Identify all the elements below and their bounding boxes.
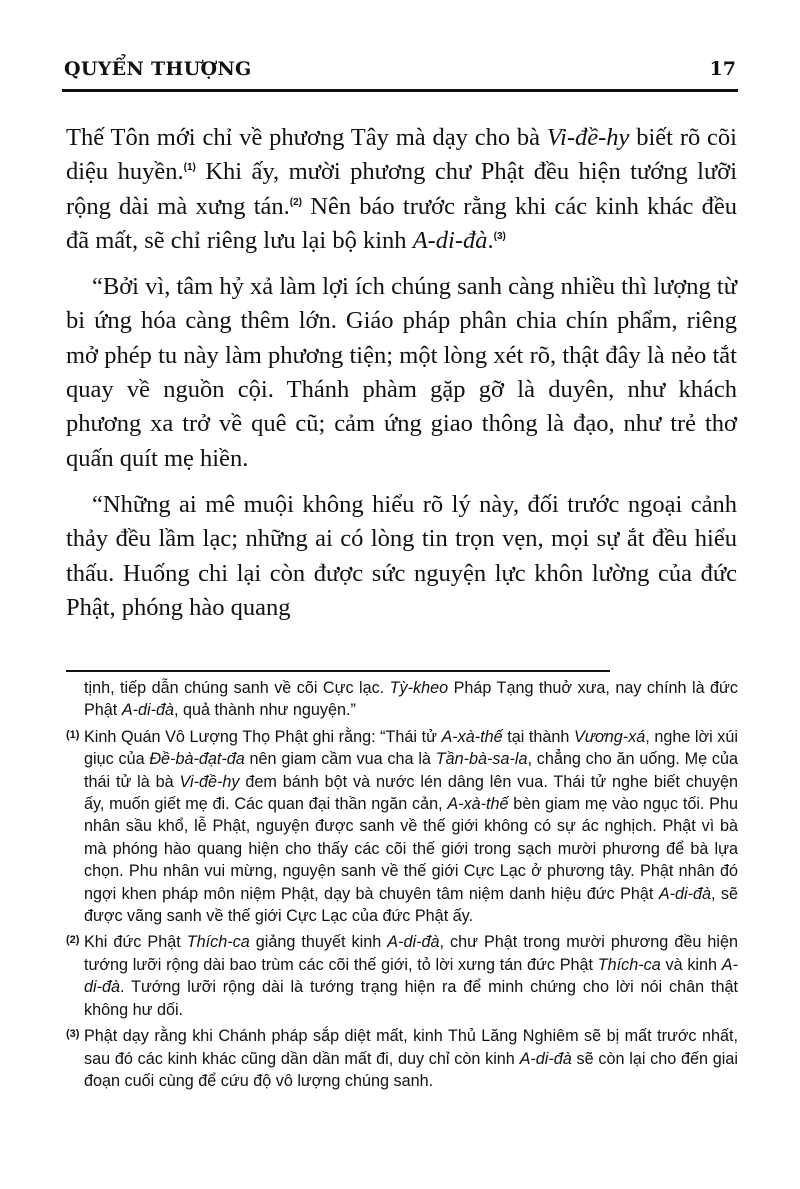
- text-span: , nghe lời xúi giục của: [84, 727, 738, 769]
- italic-name: A-di-đà: [387, 933, 440, 952]
- text-span: và kinh: [660, 955, 722, 974]
- paragraph-2: “Bởi vì, tâm hỷ xả làm lợi ích chúng sanh càng nhiều thì lượng từ bi ứng hóa càng thêm lớn. Giáo pháp phân chia chín phẩm, riêng mở phép tu này làm phương tiện; một lòng xét rõ, thật đây là nẻo tắt quay về nguồn cội. Thánh phàm gặp gỡ là duyên, như khách phương xa trở về quê cũ; cảm ứng giao thông là đạo, như trẻ thơ quấn quít mẹ hiền.: [66, 273, 737, 472]
- chapter-title: QUYỂN THƯỢNG: [64, 58, 252, 80]
- text-span: tại thành: [502, 727, 574, 746]
- text-span: Pháp Tạng thuở xưa, nay chính là đức Phật: [84, 679, 738, 720]
- italic-name: Vi-đề-hy: [546, 124, 630, 151]
- text-span: Thế Tôn mới chỉ về phương Tây mà dạy cho bà: [66, 124, 547, 151]
- text-span: Phật dạy rằng khi Chánh pháp sắp diệt mất, kinh Thủ Lăng Nghiêm sẽ bị mất trước nhất, sau đó các kinh khác cũng dần dần mất đi, duy chỉ còn kinh: [84, 1027, 738, 1068]
- footnote-ref-3[interactable]: (3): [493, 230, 506, 242]
- footnote-rule: [66, 670, 610, 672]
- text-span: đem bánh bột và nước lén dâng lên vua. Thái tử nghe biết chuyện ấy, muốn giết mẹ đi. Các quan đại thần ngăn cản,: [84, 772, 739, 814]
- text-span: , chư Phật trong mười phương đều hiện tướng lưỡi rộng dài bao trùm các cõi thế giới, tỏ lời xưng tán đức Phật: [84, 933, 738, 974]
- page-number: 17: [709, 58, 736, 80]
- italic-name: Thích-ca: [186, 933, 250, 952]
- text-span: Khi ấy, mười phương chư Phật đều hiện tướng lưỡi rộng dài mà xưng tán.: [66, 158, 737, 220]
- italic-name: Vi-đề-hy: [179, 772, 240, 791]
- text-span: Khi đức Phật: [84, 933, 187, 952]
- italic-name: A-di-đà: [121, 701, 174, 720]
- italic-name: A-xà-thế: [447, 795, 509, 814]
- italic-name: A-di-đà: [84, 955, 738, 997]
- text-span: biết rõ cõi diệu huyền.: [66, 124, 737, 186]
- italic-name: Vương-xá: [573, 727, 646, 746]
- footnote-ref-2[interactable]: (2): [289, 196, 303, 208]
- footnotes: [66, 677, 738, 1094]
- text-span: .: [487, 226, 494, 254]
- footnote-3: [66, 1023, 738, 1092]
- italic-name: A-di-đà: [412, 226, 488, 254]
- footnote-2: [66, 929, 738, 1021]
- italic-name: Tỳ-kheo: [389, 679, 449, 697]
- footnote-marker: (1): [66, 728, 80, 741]
- running-header: [62, 54, 738, 90]
- footnote-ref-1[interactable]: (1): [183, 162, 196, 174]
- header-rule: [62, 89, 738, 92]
- text-span: . Tướng lưỡi rộng dài là tướng trạng hiện ra để minh chứng cho lời nói chân thật không hư dối.: [84, 978, 738, 1019]
- text-span: sẽ còn lại cho đến giai đoạn cuối cùng để cứu độ vô lượng chúng sanh.: [84, 1049, 739, 1090]
- text-span: Nên báo trước rằng khi các kinh khác đều đã mất, sẽ chỉ riêng lưu lại bộ kinh: [66, 192, 737, 254]
- footnote-continuation: [66, 677, 738, 722]
- footnote-1: [66, 724, 738, 928]
- italic-name: A-di-đà: [658, 884, 712, 903]
- text-span: giảng thuyết kinh: [249, 933, 388, 952]
- italic-name: Tần-bà-sa-la: [435, 750, 528, 769]
- paragraph-1: [66, 121, 737, 258]
- text-span: , sẽ được vãng sanh về thế giới Cực Lạc của đức Phật ấy.: [84, 884, 739, 926]
- paragraph-3: “Những ai mê muội không hiểu rõ lý này, đối trước ngoại cảnh thảy đều lầm lạc; những ai có lòng tin trọn vẹn, mọi sự ắt đều hiểu thấu. Huống chi lại còn được sức nguyện lực khôn lường của đức Phật, phóng hào quang: [66, 490, 737, 621]
- footnote-marker: (3): [66, 1028, 80, 1041]
- italic-name: A-xà-thế: [441, 727, 503, 746]
- text-span: bèn giam mẹ vào ngục tối. Phu nhân sầu khổ, lễ Phật, nguyện được sanh về thế giới không có sự ác nghịch. Phật vì bà mà phóng hào quang hiện cho thấy các cõi thế giới trong sạch mười phương để bà lựa chọn. Phu nhân vui mừng, nguyện sanh về thế giới Cực Lạc ở phương tây. Phật nhân đó ngợi khen pháp môn niệm Phật, dạy bà chuyên tâm niệm danh hiệu đức Phật: [84, 795, 738, 903]
- italic-name: Đề-bà-đạt-đa: [149, 750, 245, 769]
- text-span: nên giam cầm vua cha là: [244, 750, 436, 769]
- text-span: Kinh Quán Vô Lượng Thọ Phật ghi rằng: “Thái tử: [84, 727, 442, 746]
- main-text: [66, 121, 737, 637]
- text-span: , chẳng cho ăn uống. Mẹ của thái tử là bà: [84, 750, 738, 791]
- text-span: tịnh, tiếp dẫn chúng sanh về cõi Cực lạc.: [84, 679, 390, 697]
- text-span: , quả thành như nguyện.”: [174, 701, 356, 720]
- footnote-marker: (2): [66, 934, 80, 947]
- italic-name: Thích-ca: [597, 955, 661, 974]
- italic-name: A-di-đà: [519, 1049, 572, 1068]
